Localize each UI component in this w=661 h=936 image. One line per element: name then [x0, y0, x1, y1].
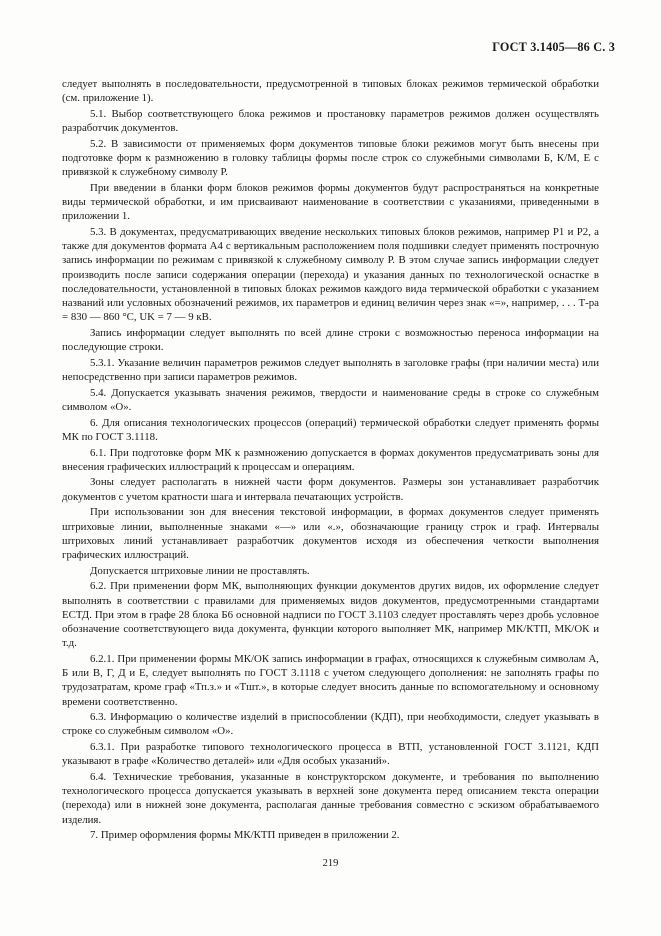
paragraph: 5.2. В зависимости от применяемых форм документов типовые блоки режимов могут быть внесены при подготовке форм к размножению в головку таблицы формы после строк со служебными символами Б, К/М, Е с привязкой к служебному символу Р. — [62, 137, 599, 179]
paragraph: При введении в бланки форм блоков режимов формы документов будут распространяться на конкретные виды термической обработки, и им присваивают наименование в соответствии с указаниями, приведенными в приложении 1. — [62, 181, 599, 223]
paragraph: 6.1. При подготовке форм МК к размножению допускается в формах документов предусматривать зоны для внесения графических иллюстраций к процессам и операциям. — [62, 446, 599, 473]
body-text — [62, 77, 599, 844]
page-number: 219 — [322, 858, 339, 869]
paragraph: 5.1. Выбор соответствующего блока режимов и простановку параметров режимов должен осуществлять разработчик документов. — [62, 107, 599, 135]
paragraph: 6.2. При применении форм МК, выполняющих функции документов других видов, их оформление следует выполнять в соответствии с правилами для применяемых видов документов, предусмотренными стандартами ЕСТД. При этом в графе 28 блока Б6 основной надписи по ГОСТ 3.1103 следует проставлять через дробь условное обозначение соответствующего вида документа, функции которого выполняет МК, например МК/КТП, МК/ОК и т.д. — [62, 580, 599, 650]
paragraph: 7. Пример оформления формы МК/КТП приведен в приложении 2. — [90, 829, 400, 842]
paragraph: 6.3.1. При разработке типового технологического процесса в ВТП, установленной ГОСТ 3.1121, КДП указывают в графе «Количество деталей» или «Для особых указаний». — [62, 741, 599, 768]
paragraph: 6.2.1. При применении формы МК/ОК запись информации в графах, относящихся к служебным символам А, Б или В, Г, Д и Е, следует выполнять по ГОСТ 3.1118 с учетом следующего дополнения: не заполнять графы по трудозатратам, кроме граф «Тп.з.» и «Тшт.», в которые следует вносить данные по вспомогательному и основному времени соответственно. — [62, 652, 599, 708]
paragraph: 5.4. Допускается указывать значения режимов, твердости и наименование среды в строке со служебным символом «О». — [62, 386, 599, 413]
paragraph: 5.3. В документах, предусматривающих введение нескольких типовых блоков режимов, например Р1 и Р2, а также для документов формата А4 с вертикальным расположением поля подшивки следует применять построчную запись информации по режимам с привязкой к служебному символу Р. В этом случае запись информации следует производить после записи содержания операции (перехода) и указания данных по технологической оснастке в последовательности, установленной в типовых блоках режимов каждого вида термической обработки с указанием названий или условных обозначений режимов, их параметров и единиц величин через знак «=», например, . . . Т-ра = 830 — 860 °С, UK = 7 — 9 кВ. — [62, 226, 599, 324]
paragraph: 6.3. Информацию о количестве изделий в приспособлении (КДП), при необходимости, следует указывать в строке со служебным символом «О». — [62, 711, 599, 738]
paragraph: 5.3.1. Указание величин параметров режимов следует выполнять в заголовке графы (при наличии места) или непосредственно при записи параметров режимов. — [62, 356, 599, 384]
page-header: ГОСТ 3.1405—86 С. 3 — [492, 40, 615, 54]
paragraph: При использовании зон для внесения текстовой информации, в формах документов следует применять штриховые линии, выполненные знаками «—» или «.», обозначающие границу строк и граф. Интервалы штриховых линий устанавливает разработчик документов исходя из обеспечения четкости выполнения графических иллюстраций. — [62, 506, 599, 561]
paragraph: следует выполнять в последовательности, предусмотренной в типовых блоках режимов термической обработки (см. приложение 1). — [62, 78, 599, 105]
paragraph: 6. Для описания технологических процессов (операций) термической обработки следует применять формы МК по ГОСТ 3.1118. — [62, 416, 599, 443]
paragraph: Допускается штриховые линии не проставлять. — [90, 564, 310, 577]
paragraph: Запись информации следует выполнять по всей длине строки с возможностью переноса информации на последующие строки. — [62, 326, 599, 354]
paragraph: 6.4. Технические требования, указанные в конструкторском документе, и требования по выполнению технологического процесса допускается указывать в верхней зоне документа перед описанием текста операции (перехода) или в нижней зоне документа, располагая данные требования совместно с эскизом обрабатываемого изделия. — [62, 771, 599, 826]
paragraph: Зоны следует располагать в нижней части форм документов. Размеры зон устанавливает разработчик документов с учетом кратности шага и интервала печатающих устройств. — [62, 476, 599, 503]
